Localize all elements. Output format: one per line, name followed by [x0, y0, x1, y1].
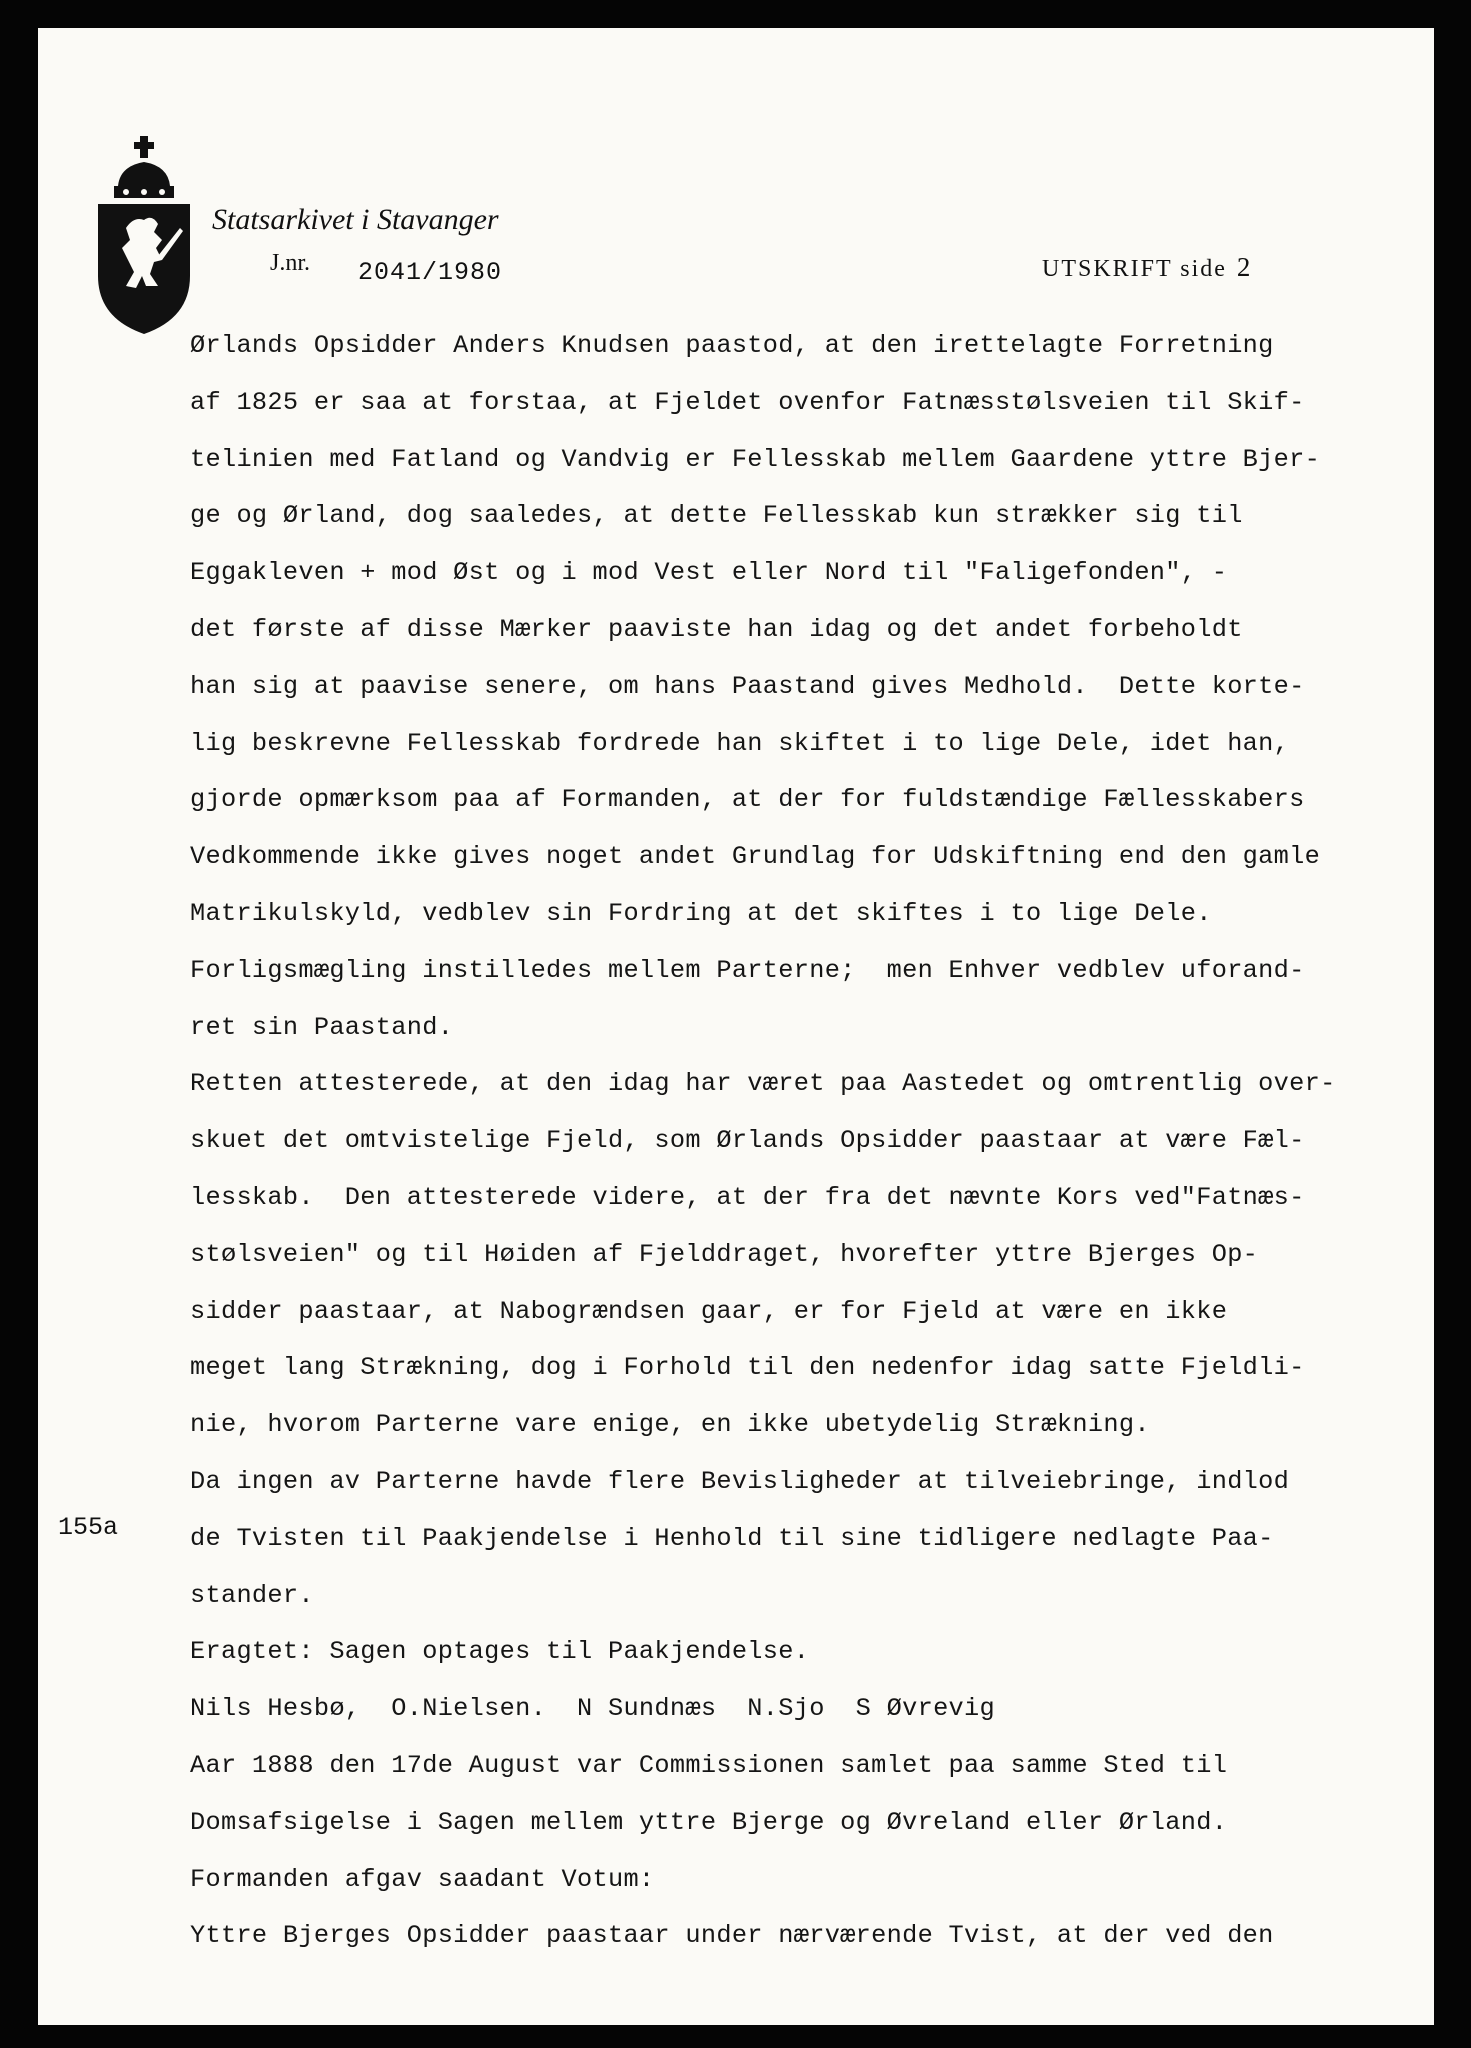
- text-line: gjorde opmærksom paa af Formanden, at der for fuldstændige Fællesskabers: [190, 785, 1305, 815]
- text-line: ret sin Paastand.: [190, 1012, 454, 1042]
- text-line: Vedkommende ikke gives noget andet Grundlag for Udskiftning end den gamle: [190, 842, 1321, 872]
- text-line: af 1825 er saa at forstaa, at Fjeldet ovenfor Fatnæsstølsveien til Skif-: [190, 387, 1305, 417]
- text-line: nie, hvorom Parterne vare enige, en ikke ubetydelig Strækning.: [190, 1410, 1150, 1440]
- transcript-body: [190, 318, 1430, 1965]
- transcript-page-header: [1042, 252, 1250, 283]
- page-number: 2: [1236, 252, 1251, 282]
- text-line: Domsafsigelse i Sagen mellem yttre Bjerge og Øvreland eller Ørland.: [190, 1807, 1228, 1837]
- text-line: skuet det omtvistelige Fjeld, som Ørlands Opsidder paastaar at være Fæl-: [190, 1126, 1305, 1156]
- text-line: Da ingen av Parterne havde flere Bevisligheder at tilveiebringe, indlod: [190, 1466, 1290, 1496]
- text-line: Retten attesterede, at den idag har været paa Aastedet og omtrentlig over-: [190, 1069, 1336, 1099]
- journal-number: 2041/1980: [358, 258, 503, 287]
- text-line: Eggakleven + mod Øst og i mod Vest eller Nord til "Faligefonden", -: [190, 558, 1228, 588]
- text-line: Aar 1888 den 17de August var Commissionen samlet paa samme Sted til: [190, 1750, 1228, 1780]
- text-line: Nils Hesbø, O.Nielsen. N Sundnæs N.Sjo S Øvrevig: [190, 1694, 995, 1724]
- text-line: det første af disse Mærker paaviste han idag og det andet forbeholdt: [190, 614, 1243, 644]
- transcript-label: UTSKRIFT side: [1042, 256, 1227, 282]
- text-line: lesskab. Den attesterede videre, at der fra det nævnte Kors ved"Fatnæs-: [190, 1182, 1305, 1212]
- text-line: stander.: [190, 1580, 314, 1610]
- text-line: Forligsmægling instilledes mellem Parterne; men Enhver vedblev uforand-: [190, 955, 1305, 985]
- text-line: ge og Ørland, dog saaledes, at dette Fellesskab kun strækker sig til: [190, 501, 1243, 531]
- norwegian-coat-of-arms-icon: [96, 136, 192, 336]
- text-line: telinien med Fatland og Vandvig er Fellesskab mellem Gaardene yttre Bjer-: [190, 444, 1321, 474]
- text-line: lig beskrevne Fellesskab fordrede han skiftet i to lige Dele, idet han,: [190, 728, 1290, 758]
- text-line: de Tvisten til Paakjendelse i Henhold til sine tidligere nedlagte Paa-: [190, 1523, 1274, 1553]
- text-line: Yttre Bjerges Opsidder paastaar under nærværende Tvist, at der ved den: [190, 1921, 1274, 1951]
- text-line: Formanden afgav saadant Votum:: [190, 1864, 655, 1894]
- text-line: sidder paastaar, at Nabogrændsen gaar, er for Fjeld at være en ikke: [190, 1296, 1228, 1326]
- archive-name: Statsarkivet i Stavanger: [212, 203, 499, 236]
- document-page: [38, 28, 1434, 2025]
- text-line: han sig at paavise senere, om hans Paastand gives Medhold. Dette korte-: [190, 671, 1305, 701]
- margin-page-reference: 155a: [58, 1513, 119, 1542]
- text-line: stølsveien" og til Høiden af Fjelddraget, hvorefter yttre Bjerges Op-: [190, 1239, 1259, 1269]
- text-line: Ørlands Opsidder Anders Knudsen paastod, at den irettelagte Forretning: [190, 331, 1274, 360]
- text-line: Eragtet: Sagen optages til Paakjendelse.: [190, 1637, 810, 1667]
- text-line: Matrikulskyld, vedblev sin Fordring at det skiftes i to lige Dele.: [190, 898, 1212, 928]
- journal-number-label: J.nr.: [270, 250, 311, 276]
- text-line: meget lang Strækning, dog i Forhold til den nedenfor idag satte Fjeldli-: [190, 1353, 1305, 1383]
